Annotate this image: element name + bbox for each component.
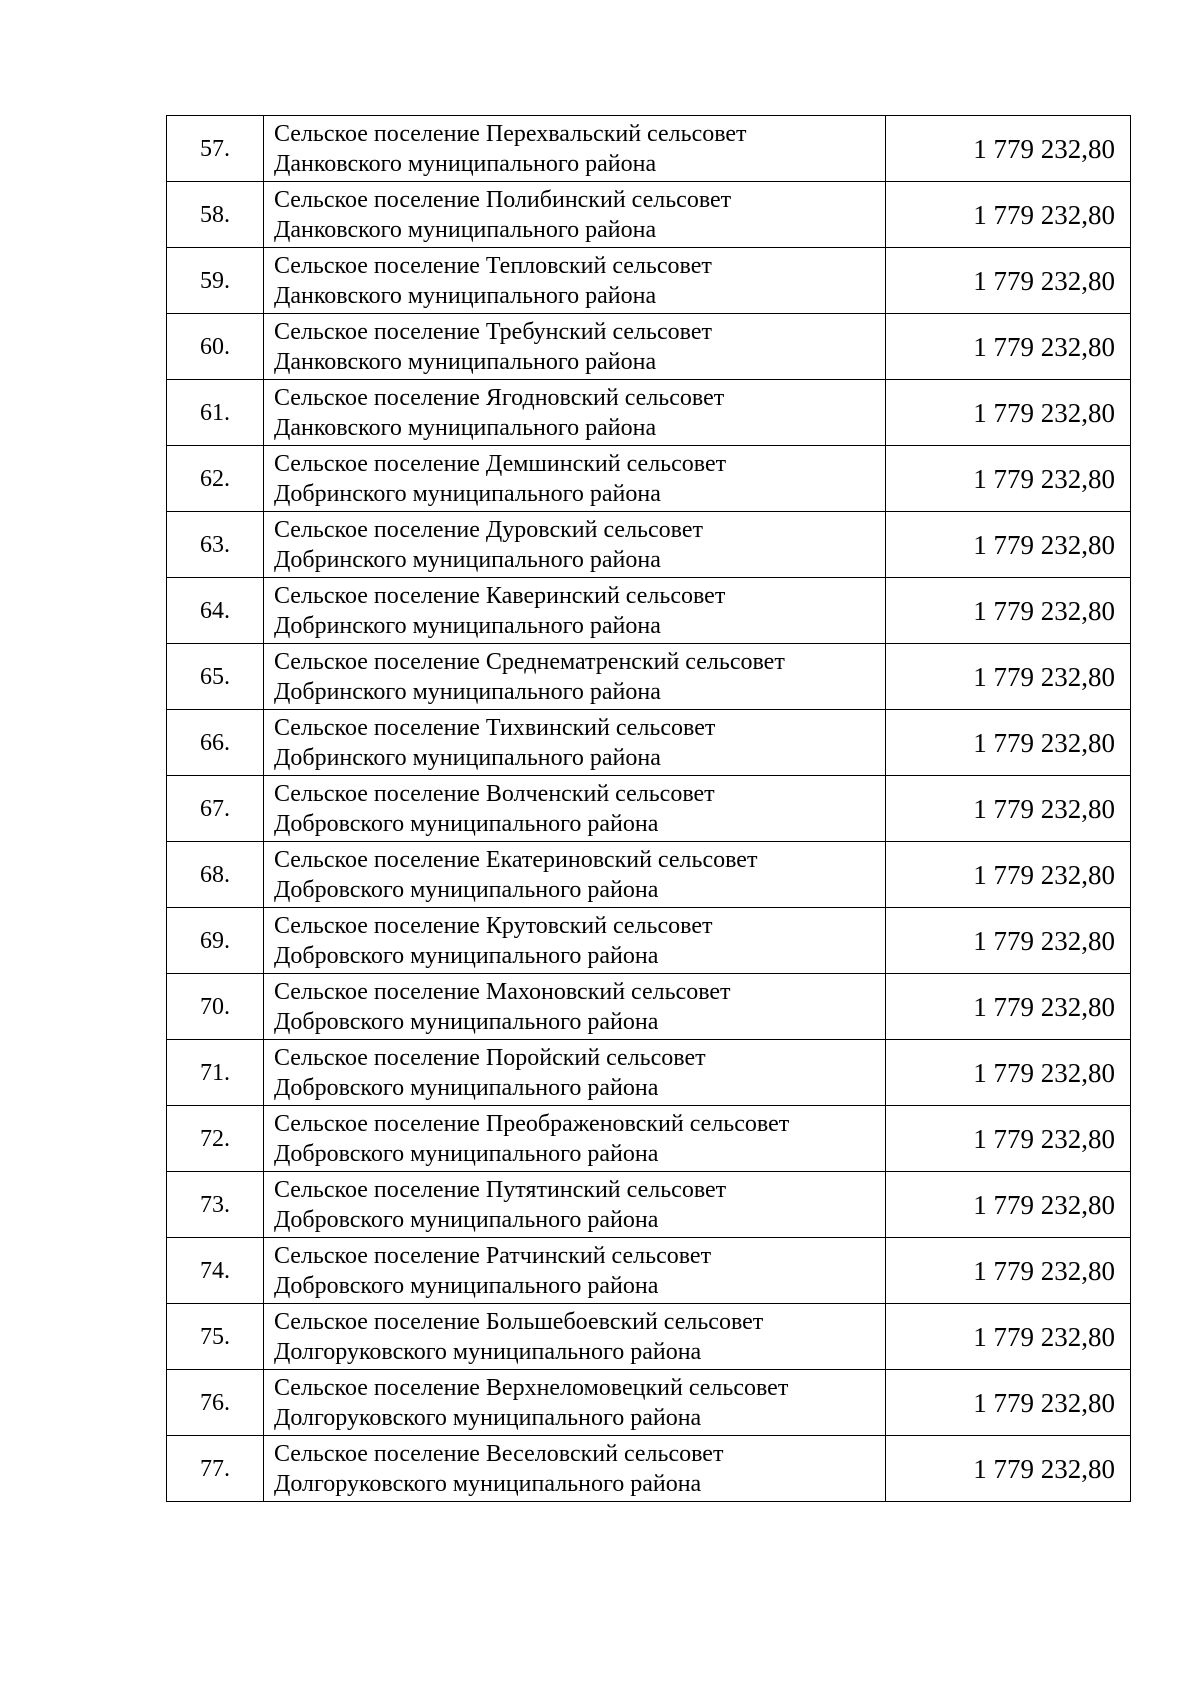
table-row bbox=[167, 710, 1131, 776]
settlement-name: Сельское поселение Преображеновский сельсовет bbox=[274, 1110, 790, 1137]
row-number: 62. bbox=[167, 446, 264, 512]
district-name: Добринского муниципального района bbox=[274, 744, 661, 771]
district-name: Данковского муниципального района bbox=[274, 282, 657, 309]
table-row bbox=[167, 1370, 1131, 1436]
settlement-name: Сельское поселение Перехвальский сельсовет bbox=[274, 120, 747, 147]
settlement-name-cell bbox=[264, 1106, 886, 1172]
settlement-name: Сельское поселение Поройский сельсовет bbox=[274, 1044, 706, 1071]
settlement-name: Сельское поселение Каверинский сельсовет bbox=[274, 582, 726, 609]
settlement-name: Сельское поселение Ратчинский сельсовет bbox=[274, 1242, 712, 1269]
settlement-name-cell bbox=[264, 512, 886, 578]
table-row bbox=[167, 1238, 1131, 1304]
settlement-name: Сельское поселение Тихвинский сельсовет bbox=[274, 714, 716, 741]
row-number: 58. bbox=[167, 182, 264, 248]
amount-value: 1 779 232,80 bbox=[886, 314, 1131, 380]
amount-value: 1 779 232,80 bbox=[886, 1304, 1131, 1370]
row-number: 75. bbox=[167, 1304, 264, 1370]
settlement-name-cell bbox=[264, 446, 886, 512]
amount-value: 1 779 232,80 bbox=[886, 446, 1131, 512]
row-number: 67. bbox=[167, 776, 264, 842]
row-number: 64. bbox=[167, 578, 264, 644]
table-row bbox=[167, 1172, 1131, 1238]
settlement-name-cell bbox=[264, 1040, 886, 1106]
table-row bbox=[167, 182, 1131, 248]
settlement-name: Сельское поселение Ягодновский сельсовет bbox=[274, 384, 725, 411]
row-number: 77. bbox=[167, 1436, 264, 1502]
district-name: Данковского муниципального района bbox=[274, 414, 657, 441]
amount-value: 1 779 232,80 bbox=[886, 1238, 1131, 1304]
amount-value: 1 779 232,80 bbox=[886, 1436, 1131, 1502]
row-number: 63. bbox=[167, 512, 264, 578]
settlement-name: Сельское поселение Требунский сельсовет bbox=[274, 318, 712, 345]
table-row bbox=[167, 1436, 1131, 1502]
settlement-name: Сельское поселение Волченский сельсовет bbox=[274, 780, 715, 807]
district-name: Долгоруковского муниципального района bbox=[274, 1404, 702, 1431]
row-number: 74. bbox=[167, 1238, 264, 1304]
settlement-name-cell bbox=[264, 1370, 886, 1436]
table-row bbox=[167, 776, 1131, 842]
table-row bbox=[167, 644, 1131, 710]
district-name: Добровского муниципального района bbox=[274, 1140, 659, 1167]
amount-value: 1 779 232,80 bbox=[886, 248, 1131, 314]
settlement-name-cell bbox=[264, 974, 886, 1040]
settlement-name: Сельское поселение Веселовский сельсовет bbox=[274, 1440, 724, 1467]
amount-value: 1 779 232,80 bbox=[886, 182, 1131, 248]
amount-value: 1 779 232,80 bbox=[886, 1370, 1131, 1436]
row-number: 71. bbox=[167, 1040, 264, 1106]
settlement-name: Сельское поселение Путятинский сельсовет bbox=[274, 1176, 727, 1203]
district-name: Данковского муниципального района bbox=[274, 216, 657, 243]
table-row bbox=[167, 842, 1131, 908]
table-row bbox=[167, 446, 1131, 512]
table-row bbox=[167, 380, 1131, 446]
amount-value: 1 779 232,80 bbox=[886, 512, 1131, 578]
table-row bbox=[167, 512, 1131, 578]
district-name: Добровского муниципального района bbox=[274, 810, 659, 837]
settlement-name-cell bbox=[264, 248, 886, 314]
settlement-name-cell bbox=[264, 116, 886, 182]
table-row bbox=[167, 578, 1131, 644]
settlement-name-cell bbox=[264, 1436, 886, 1502]
allocation-table bbox=[166, 115, 1131, 1502]
district-name: Долгоруковского муниципального района bbox=[274, 1470, 702, 1497]
settlement-name-cell bbox=[264, 182, 886, 248]
row-number: 73. bbox=[167, 1172, 264, 1238]
settlement-name-cell bbox=[264, 776, 886, 842]
district-name: Долгоруковского муниципального района bbox=[274, 1338, 702, 1365]
table-row bbox=[167, 1304, 1131, 1370]
row-number: 66. bbox=[167, 710, 264, 776]
settlement-name-cell bbox=[264, 1238, 886, 1304]
settlement-name: Сельское поселение Тепловский сельсовет bbox=[274, 252, 712, 279]
district-name: Добровского муниципального района bbox=[274, 1074, 659, 1101]
district-name: Добровского муниципального района bbox=[274, 1272, 659, 1299]
district-name: Данковского муниципального района bbox=[274, 150, 657, 177]
settlement-name: Сельское поселение Крутовский сельсовет bbox=[274, 912, 713, 939]
district-name: Добринского муниципального района bbox=[274, 612, 661, 639]
district-name: Добровского муниципального района bbox=[274, 876, 659, 903]
settlement-name: Сельское поселение Полибинский сельсовет bbox=[274, 186, 732, 213]
settlement-name: Сельское поселение Дуровский сельсовет bbox=[274, 516, 703, 543]
settlement-name-cell bbox=[264, 1172, 886, 1238]
table-row bbox=[167, 908, 1131, 974]
district-name: Добровского муниципального района bbox=[274, 1206, 659, 1233]
settlement-name-cell bbox=[264, 644, 886, 710]
row-number: 61. bbox=[167, 380, 264, 446]
row-number: 72. bbox=[167, 1106, 264, 1172]
settlement-name: Сельское поселение Среднематренский сельсовет bbox=[274, 648, 785, 675]
row-number: 59. bbox=[167, 248, 264, 314]
amount-value: 1 779 232,80 bbox=[886, 1106, 1131, 1172]
row-number: 70. bbox=[167, 974, 264, 1040]
table-body bbox=[167, 116, 1131, 1502]
row-number: 76. bbox=[167, 1370, 264, 1436]
amount-value: 1 779 232,80 bbox=[886, 1040, 1131, 1106]
settlement-name: Сельское поселение Махоновский сельсовет bbox=[274, 978, 731, 1005]
settlement-name: Сельское поселение Екатериновский сельсовет bbox=[274, 846, 758, 873]
settlement-name: Сельское поселение Верхнеломовецкий сельсовет bbox=[274, 1374, 789, 1401]
table-row bbox=[167, 1040, 1131, 1106]
amount-value: 1 779 232,80 bbox=[886, 776, 1131, 842]
amount-value: 1 779 232,80 bbox=[886, 380, 1131, 446]
settlement-name-cell bbox=[264, 842, 886, 908]
settlement-name-cell bbox=[264, 380, 886, 446]
district-name: Добринского муниципального района bbox=[274, 546, 661, 573]
amount-value: 1 779 232,80 bbox=[886, 842, 1131, 908]
district-name: Добринского муниципального района bbox=[274, 678, 661, 705]
amount-value: 1 779 232,80 bbox=[886, 710, 1131, 776]
row-number: 60. bbox=[167, 314, 264, 380]
settlement-name: Сельское поселение Демшинский сельсовет bbox=[274, 450, 727, 477]
table-row bbox=[167, 248, 1131, 314]
row-number: 68. bbox=[167, 842, 264, 908]
settlement-name: Сельское поселение Большебоевский сельсовет bbox=[274, 1308, 764, 1335]
district-name: Данковского муниципального района bbox=[274, 348, 657, 375]
settlement-name-cell bbox=[264, 1304, 886, 1370]
row-number: 57. bbox=[167, 116, 264, 182]
district-name: Добринского муниципального района bbox=[274, 480, 661, 507]
table-row bbox=[167, 314, 1131, 380]
table-row bbox=[167, 974, 1131, 1040]
amount-value: 1 779 232,80 bbox=[886, 578, 1131, 644]
settlement-name-cell bbox=[264, 710, 886, 776]
settlement-name-cell bbox=[264, 578, 886, 644]
row-number: 65. bbox=[167, 644, 264, 710]
amount-value: 1 779 232,80 bbox=[886, 974, 1131, 1040]
amount-value: 1 779 232,80 bbox=[886, 116, 1131, 182]
row-number: 69. bbox=[167, 908, 264, 974]
amount-value: 1 779 232,80 bbox=[886, 644, 1131, 710]
settlement-name-cell bbox=[264, 908, 886, 974]
settlement-name-cell bbox=[264, 314, 886, 380]
table-row bbox=[167, 116, 1131, 182]
district-name: Добровского муниципального района bbox=[274, 1008, 659, 1035]
table-row bbox=[167, 1106, 1131, 1172]
amount-value: 1 779 232,80 bbox=[886, 908, 1131, 974]
amount-value: 1 779 232,80 bbox=[886, 1172, 1131, 1238]
district-name: Добровского муниципального района bbox=[274, 942, 659, 969]
